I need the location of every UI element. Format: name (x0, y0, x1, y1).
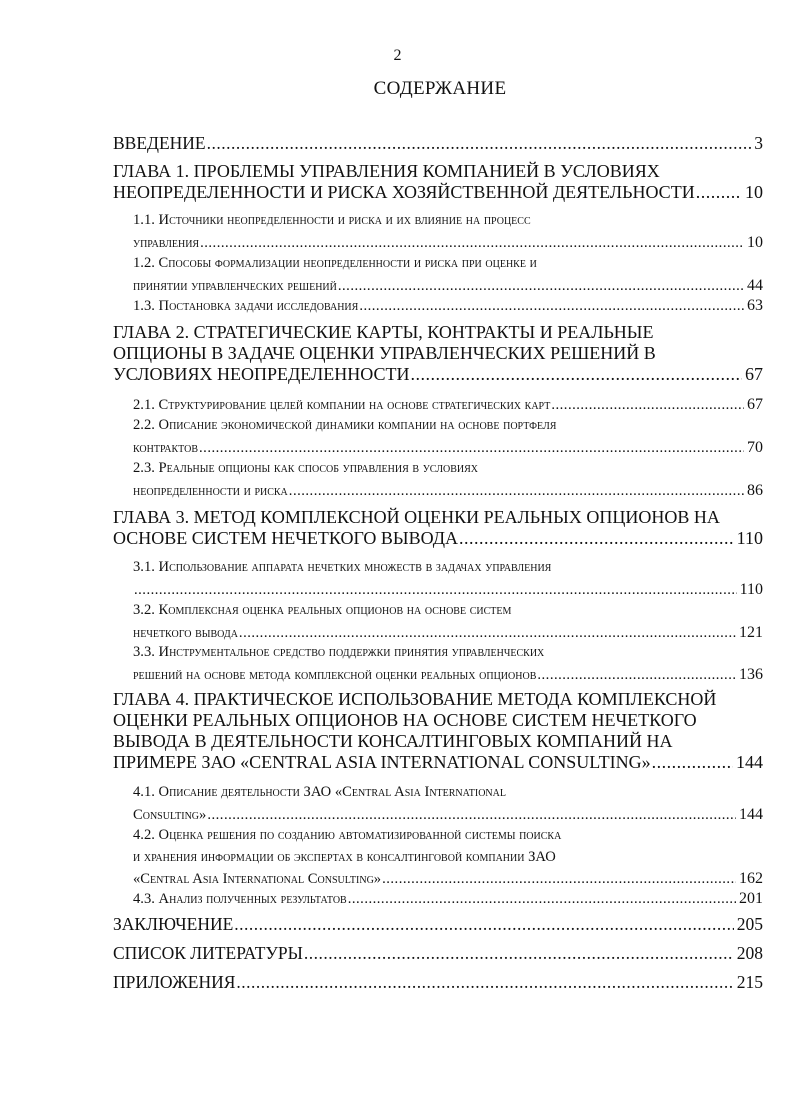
toc-entry-title: 4.3. Анализ полученных результатов (133, 891, 347, 907)
toc-entry-line: ОПЦИОНЫ В ЗАДАЧЕ ОЦЕНКИ УПРАВЛЕНЧЕСКИХ РЕШЕНИЙ В (113, 343, 656, 363)
toc-entry-title: НЕОПРЕДЕЛЕННОСТИ И РИСКА ХОЗЯЙСТВЕННОЙ ДЕЯТЕЛЬНОСТИ (113, 182, 695, 202)
toc-entry-introduction[interactable] (113, 133, 763, 154)
toc-entry-title: СПИСОК ЛИТЕРАТУРЫ (113, 943, 303, 963)
dot-leader (234, 914, 733, 935)
toc-entry-section-2-1[interactable] (133, 394, 763, 417)
toc-entry-title: решений на основе метода комплексной оценки реальных опционов (133, 666, 537, 683)
toc-entry-line: ГЛАВА 3. МЕТОД КОМПЛЕКСНОЙ ОЦЕНКИ РЕАЛЬНЫХ ОПЦИОНОВ НА (113, 507, 720, 527)
dot-leader (348, 889, 736, 911)
dot-leader (652, 752, 733, 773)
toc-entry-section-3-1[interactable] (133, 557, 763, 601)
toc-entry-chapter-3[interactable] (113, 507, 763, 549)
toc-entry-title: Consulting» (133, 806, 207, 823)
toc-page-number: 110 (736, 528, 763, 548)
dot-leader (304, 943, 734, 964)
toc-entry-references[interactable] (113, 943, 763, 964)
toc-entry-line: 1.1. Источники неопределенности и риска и их влияние на процесс (133, 212, 531, 228)
dot-leader (134, 580, 737, 602)
dot-leader (459, 528, 734, 549)
toc-entry-title: УСЛОВИЯХ НЕОПРЕДЕЛЕННОСТИ (113, 364, 410, 384)
toc-page-number: 205 (736, 914, 763, 934)
dot-leader (199, 438, 744, 460)
toc-page-number: 3 (754, 133, 763, 153)
toc-page-number: 67 (745, 364, 763, 384)
toc-entry-line: 3.2. Комплексная оценка реальных опционов на основе систем (133, 602, 512, 618)
toc-entry-section-3-2[interactable] (133, 600, 763, 644)
toc-entry-line: и хранения информации об экспертах в консалтинговой компании ЗАО (133, 848, 556, 865)
toc-entry-section-3-3[interactable] (133, 642, 763, 686)
toc-entry-line: 3.1. Использование аппарата нечетких множеств в задачах управления (133, 559, 552, 575)
toc-page-number: 10 (747, 233, 763, 251)
toc-entry-appendices[interactable] (113, 972, 763, 993)
dot-leader (200, 233, 744, 255)
dot-leader (236, 972, 733, 993)
toc-entry-title: ВВЕДЕНИЕ (113, 133, 206, 153)
toc-entry-line: 3.3. Инструментальное средство поддержки принятия управленческих (133, 644, 545, 660)
toc-entry-line: ГЛАВА 4. ПРАКТИЧЕСКОЕ ИСПОЛЬЗОВАНИЕ МЕТОДА КОМПЛЕКСНОЙ (113, 689, 717, 709)
toc-page-number: 208 (736, 943, 763, 963)
toc-page-number: 121 (739, 623, 763, 641)
toc-entry-title: контрактов (133, 439, 199, 456)
dot-leader (537, 665, 736, 687)
dot-leader (207, 805, 736, 827)
dot-leader (289, 481, 744, 503)
toc-entry-title: ОСНОВЕ СИСТЕМ НЕЧЕТКОГО ВЫВОДА (113, 528, 459, 548)
dot-leader (207, 133, 752, 154)
toc-entry-section-1-2[interactable] (133, 253, 763, 297)
dot-leader (696, 182, 742, 203)
toc-entry-title: 1.3. Постановка задачи исследования (133, 298, 359, 314)
toc-entry-line: 2.3. Реальные опционы как способ управления в условиях (133, 460, 478, 476)
toc-page-number: 136 (739, 665, 763, 683)
toc-page-number: 44 (747, 276, 763, 294)
toc-entry-title: «Central Asia International Consulting» (133, 871, 382, 887)
toc-page-number: 144 (736, 752, 763, 772)
toc-entry-title: неопределенности и риска (133, 482, 288, 499)
toc-entry-title: ЗАКЛЮЧЕНИЕ (113, 914, 234, 934)
toc-entry-section-2-2[interactable] (133, 415, 763, 459)
toc-entry-section-4-3[interactable] (133, 888, 763, 911)
toc-page-number: 201 (739, 890, 763, 907)
page-number: 2 (393, 47, 402, 64)
toc-entry-line: 2.2. Описание экономической динамики компании на основе портфеля (133, 417, 557, 433)
toc-entry-line: ГЛАВА 1. ПРОБЛЕМЫ УПРАВЛЕНИЯ КОМПАНИЕЙ В УСЛОВИЯХ (113, 161, 660, 181)
toc-entry-title: принятии управленческих решений (133, 277, 337, 294)
toc-entry-line: ВЫВОДА В ДЕЯТЕЛЬНОСТИ КОНСАЛТИНГОВЫХ КОМПАНИЙ НА (113, 731, 673, 751)
toc-page-number: 63 (747, 297, 763, 314)
toc-page-number: 215 (736, 972, 763, 992)
toc-page-number: 10 (745, 182, 763, 202)
dot-leader (410, 364, 742, 385)
toc-title: СОДЕРЖАНИЕ (373, 78, 507, 99)
toc-page-number: 110 (739, 580, 763, 598)
dot-leader (551, 395, 744, 417)
toc-entry-chapter-1[interactable] (113, 161, 763, 203)
toc-entry-section-1-1[interactable] (133, 210, 763, 254)
toc-entry-chapter-4[interactable] (113, 689, 763, 773)
toc-entry-section-1-3[interactable] (133, 295, 763, 318)
toc-entry-line: 1.2. Способы формализации неопределенности и риска при оценке и (133, 255, 537, 271)
toc-entry-title: ПРИМЕРЕ ЗАО «CENTRAL ASIA INTERNATIONAL CONSULTING» (113, 752, 651, 772)
toc-entry-title: ПРИЛОЖЕНИЯ (113, 972, 236, 992)
toc-entry-line: 4.1. Описание деятельности ЗАО «Central Asia International (133, 784, 506, 800)
toc-page-number: 70 (747, 438, 763, 456)
dot-leader (359, 296, 744, 318)
toc-page-number: 67 (747, 396, 763, 413)
toc-entry-section-4-1[interactable] (133, 782, 763, 826)
toc-entry-chapter-2[interactable] (113, 322, 763, 385)
toc-page-number: 86 (747, 481, 763, 499)
toc-entry-title: нечеткого вывода (133, 624, 238, 641)
toc-entry-section-4-2[interactable] (133, 825, 763, 891)
toc-entry-title: 2.1. Структурирование целей компании на основе стратегических карт (133, 397, 551, 413)
toc-page-number: 144 (739, 805, 763, 823)
toc-entry-line: ГЛАВА 2. СТРАТЕГИЧЕСКИЕ КАРТЫ, КОНТРАКТЫ И РЕАЛЬНЫЕ (113, 322, 654, 342)
toc-entry-line: 4.2. Оценка решения по созданию автоматизированной системы поиска (133, 827, 562, 843)
toc-page-number: 162 (739, 870, 763, 887)
toc-entry-conclusion[interactable] (113, 914, 763, 935)
toc-entry-section-2-3[interactable] (133, 458, 763, 502)
toc-entry-title: управления (133, 234, 200, 251)
toc-entry-line: ОЦЕНКИ РЕАЛЬНЫХ ОПЦИОНОВ НА ОСНОВЕ СИСТЕМ НЕЧЕТКОГО (113, 710, 697, 730)
dot-leader (239, 623, 736, 645)
dot-leader (338, 276, 744, 298)
